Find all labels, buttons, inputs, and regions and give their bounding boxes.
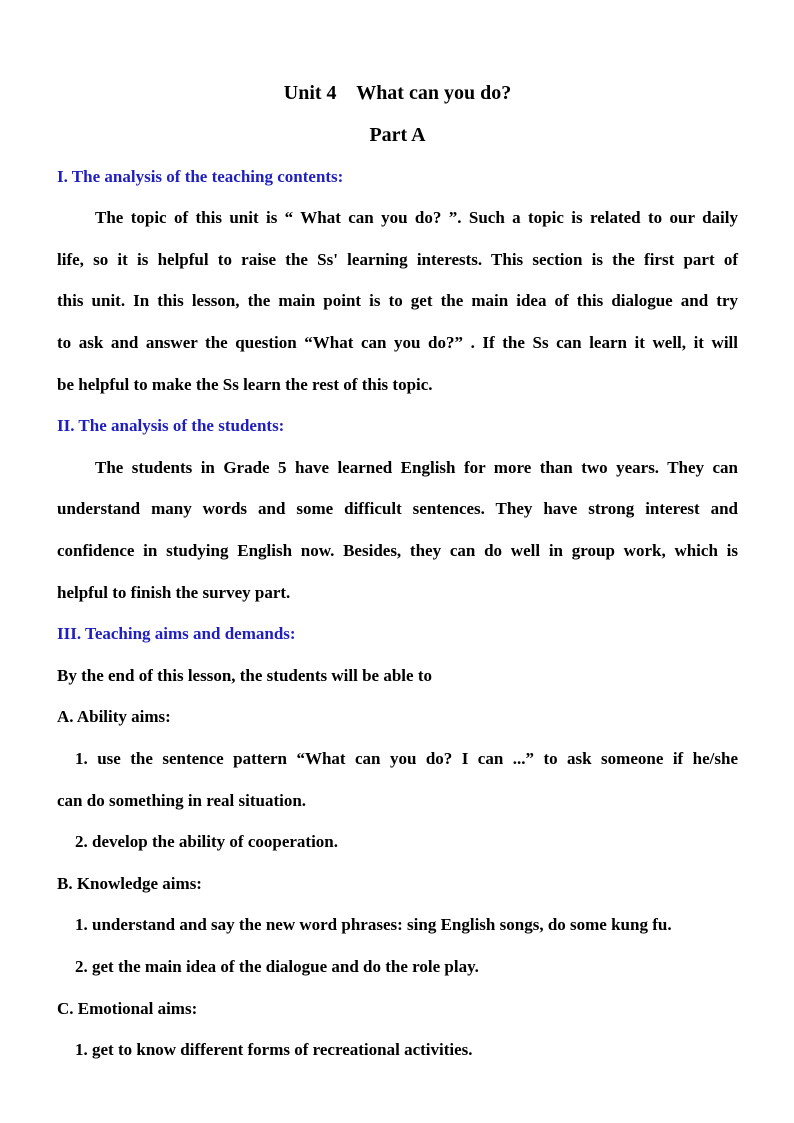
knowledge-aims-label: B. Knowledge aims: (57, 874, 202, 893)
section-heading-students: II. The analysis of the students: (57, 416, 285, 435)
emotional-aim-item: 1. get to know different forms of recreational activities. (75, 1040, 473, 1059)
ability-aim-item-continued: can do something in real situation. (57, 791, 307, 810)
section-heading-teaching-aims: III. Teaching aims and demands: (57, 624, 296, 643)
emotional-aims-label: C. Emotional aims: (57, 999, 198, 1018)
aims-intro: By the end of this lesson, the students will be able to (57, 666, 432, 685)
ability-aim-item: 1. use the sentence pattern “What can you do? I can ...” to ask someone if he/she (75, 749, 738, 768)
section-heading-teaching-contents: I. The analysis of the teaching contents: (57, 167, 344, 186)
paragraph-line: this unit. In this lesson, the main point is to get the main idea of this dialogue and try (57, 291, 738, 310)
ability-aim-item: 2. develop the ability of cooperation. (75, 832, 339, 851)
page-subtitle: Part A (369, 124, 426, 146)
paragraph-line: The topic of this unit is “ What can you do? ”. Such a topic is related to our daily (95, 208, 738, 227)
paragraph-line: confidence in studying English now. Besides, they can do well in group work, which is (57, 541, 738, 560)
document-page (57, 0, 738, 1123)
paragraph-line: understand many words and some difficult sentences. They have strong interest and (57, 499, 738, 518)
paragraph-line: be helpful to make the Ss learn the rest of this topic. (57, 375, 433, 394)
knowledge-aim-item: 2. get the main idea of the dialogue and do the role play. (75, 957, 479, 976)
paragraph-line: helpful to finish the survey part. (57, 583, 291, 602)
ability-aims-label: A. Ability aims: (57, 707, 171, 726)
knowledge-aim-item: 1. understand and say the new word phrases: sing English songs, do some kung fu. (75, 915, 672, 934)
paragraph-line: life, so it is helpful to raise the Ss' learning interests. This section is the first part of (57, 250, 738, 269)
paragraph-line: The students in Grade 5 have learned English for more than two years. They can (95, 458, 738, 477)
paragraph-line: to ask and answer the question “What can you do?” . If the Ss can learn it well, it will (57, 333, 738, 352)
page-title: Unit 4 What can you do? (283, 82, 512, 104)
